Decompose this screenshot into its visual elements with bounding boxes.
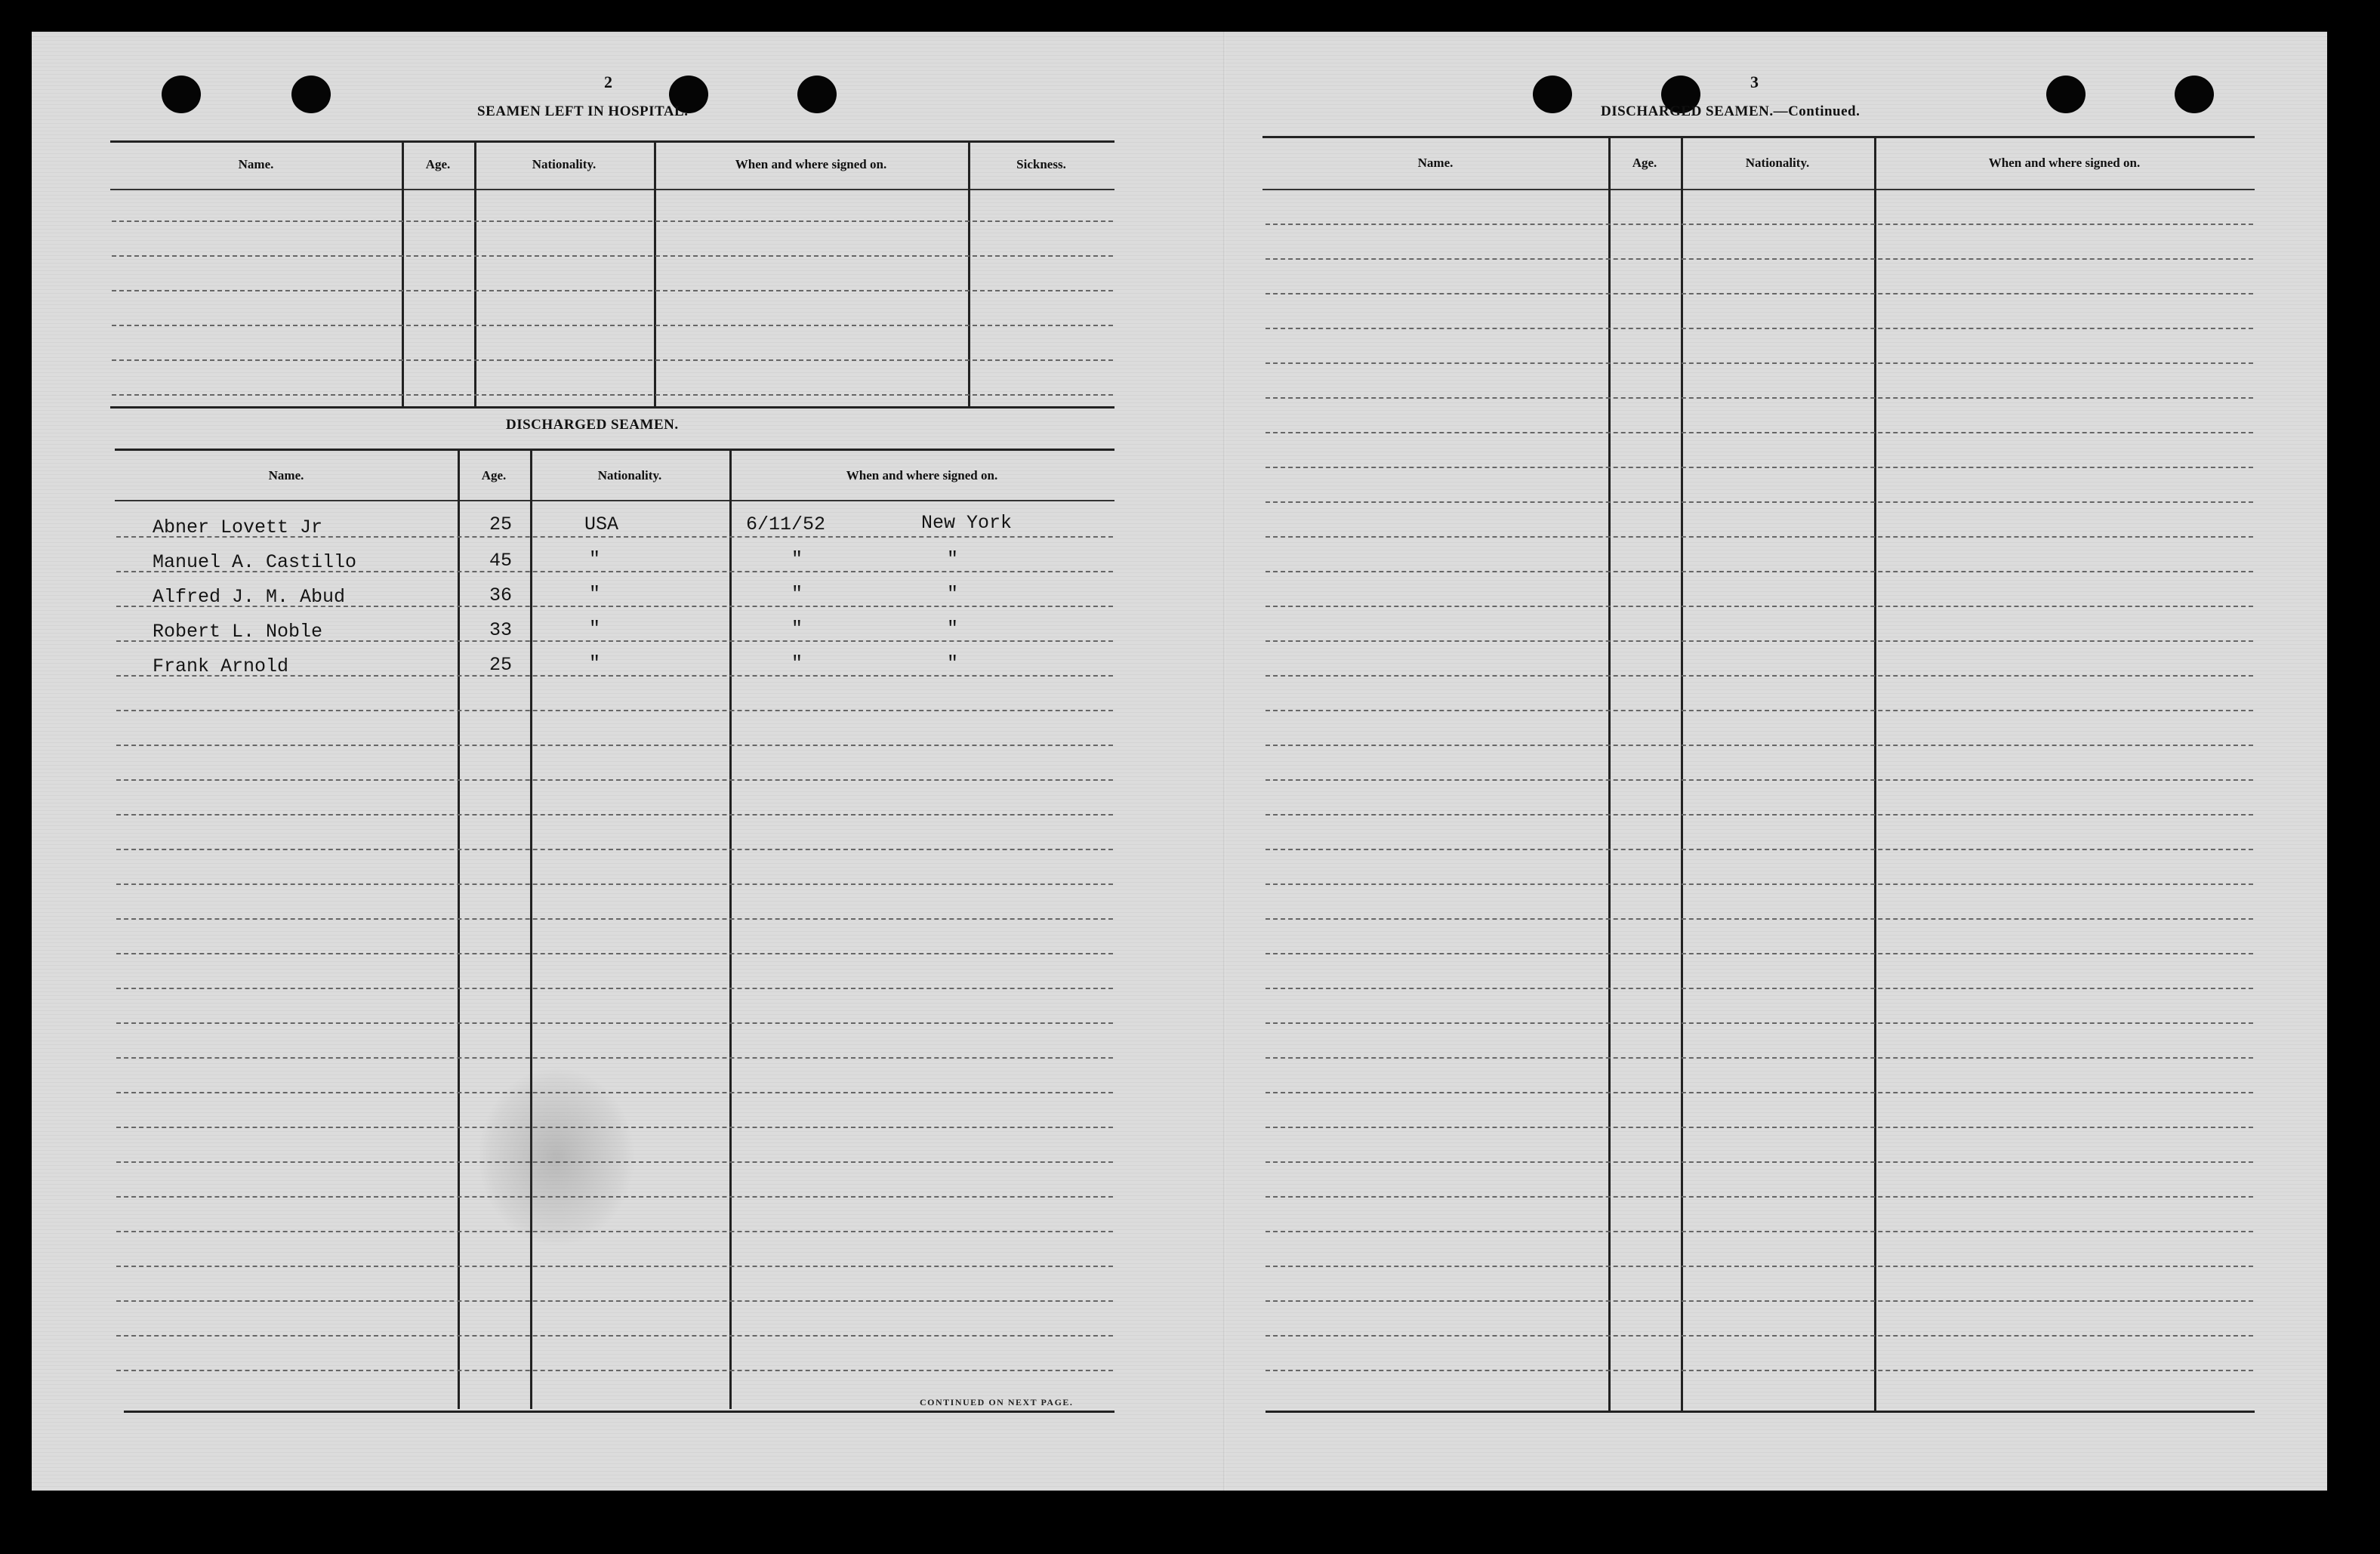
punch-hole: [291, 76, 331, 113]
seaman-name: Alfred J. M. Abud: [153, 586, 346, 608]
entry-line: [1266, 1127, 2253, 1128]
entry-line: [112, 290, 1113, 291]
entry-line: [112, 394, 1113, 396]
signed-on-place: ": [947, 548, 959, 570]
page-number: 3: [1750, 72, 1759, 91]
seaman-nationality: ": [589, 548, 601, 570]
entry-line: [1266, 814, 2253, 816]
entry-line: [112, 325, 1113, 326]
column-divider: [402, 142, 404, 406]
signed-on-place: ": [947, 652, 959, 674]
entry-line: [1266, 1161, 2253, 1163]
rule: [110, 406, 1114, 409]
seaman-name: Frank Arnold: [153, 655, 289, 677]
entry-line: [112, 255, 1113, 257]
signed-on-date: 6/11/52: [746, 513, 826, 535]
rule: [1266, 1411, 2255, 1413]
entry-line: [116, 710, 1113, 711]
column-header-nationality: Nationality.: [1745, 156, 1810, 170]
entry-line: [1266, 1057, 2253, 1059]
entry-line: [112, 220, 1113, 222]
entry-line: [1266, 258, 2253, 260]
entry-line: [1266, 536, 2253, 538]
entry-line: [1266, 501, 2253, 503]
entry-line: [1266, 710, 2253, 711]
entry-line: [1266, 849, 2253, 850]
column-header-sickness: Sickness.: [1016, 157, 1066, 171]
rule: [115, 449, 1114, 451]
rule: [1262, 189, 2255, 190]
entry-line: [1266, 883, 2253, 885]
entry-line: [1266, 988, 2253, 989]
hospital-section-title: SEAMEN LEFT IN HOSPITAL.: [477, 103, 689, 119]
punch-hole: [162, 76, 201, 113]
continued-footer: CONTINUED ON NEXT PAGE.: [920, 1397, 1074, 1408]
entry-line: [1266, 328, 2253, 329]
entry-line: [112, 359, 1113, 361]
entry-line: [1266, 1335, 2253, 1337]
column-header-nationality: Nationality.: [597, 468, 662, 483]
faded-stamp: [477, 1066, 636, 1247]
seaman-nationality: ": [589, 618, 601, 640]
entry-line: [116, 849, 1113, 850]
column-divider: [968, 142, 970, 406]
rule: [115, 500, 1114, 501]
entry-line: [116, 1231, 1113, 1232]
entry-line: [116, 883, 1113, 885]
entry-line: [1266, 293, 2253, 294]
column-divider: [474, 142, 476, 406]
punch-hole: [797, 76, 837, 113]
signed-on-date: ": [791, 652, 803, 674]
document-sheet: [32, 32, 2327, 1491]
column-header-name: Name.: [268, 468, 304, 483]
column-header-age: Age.: [481, 468, 507, 483]
entry-line: [116, 988, 1113, 989]
rule: [1262, 136, 2255, 138]
entry-line: [1266, 640, 2253, 642]
seaman-nationality: ": [589, 652, 601, 674]
entry-line: [116, 1022, 1113, 1024]
seaman-age: 33: [489, 619, 513, 641]
entry-line: [1266, 362, 2253, 364]
signed-on-date: ": [791, 548, 803, 570]
entry-line: [116, 1266, 1113, 1267]
seaman-age: 36: [489, 584, 513, 606]
entry-line: [1266, 1370, 2253, 1371]
signed-on-place: ": [947, 583, 959, 605]
entry-line: [116, 1335, 1113, 1337]
seaman-name: Manuel A. Castillo: [153, 551, 357, 573]
rule: [110, 189, 1114, 190]
entry-line: [116, 745, 1113, 746]
seaman-nationality: ": [589, 583, 601, 605]
page-fold: [1223, 32, 1225, 1491]
column-header-signed-on: When and where signed on.: [1988, 156, 2141, 170]
entry-line: [116, 918, 1113, 920]
entry-line: [1266, 571, 2253, 572]
entry-line: [1266, 467, 2253, 468]
entry-line: [116, 1092, 1113, 1093]
page-number: 2: [604, 72, 612, 91]
entry-line: [116, 814, 1113, 816]
discharged-section-title: DISCHARGED SEAMEN.: [506, 417, 679, 433]
punch-hole: [1533, 76, 1572, 113]
entry-line: [116, 1370, 1113, 1371]
entry-line: [1266, 1266, 2253, 1267]
column-header-name: Name.: [1417, 156, 1454, 170]
entry-line: [1266, 1231, 2253, 1232]
signed-on-date: ": [791, 618, 803, 640]
seaman-nationality: USA: [584, 513, 619, 535]
entry-line: [1266, 1196, 2253, 1198]
seaman-age: 25: [489, 513, 513, 535]
entry-line: [1266, 953, 2253, 954]
signed-on-place: ": [947, 618, 959, 640]
entry-line: [1266, 1022, 2253, 1024]
entry-line: [1266, 432, 2253, 433]
entry-line: [1266, 397, 2253, 399]
seaman-name: Robert L. Noble: [153, 621, 323, 643]
seaman-age: 45: [489, 550, 513, 572]
entry-line: [1266, 1092, 2253, 1093]
punch-hole: [2175, 76, 2214, 113]
entry-line: [116, 1300, 1113, 1302]
entry-line: [1266, 779, 2253, 781]
entry-line: [116, 779, 1113, 781]
signed-on-place: New York: [921, 512, 1013, 534]
entry-line: [1266, 1300, 2253, 1302]
entry-line: [1266, 606, 2253, 607]
punch-hole: [2046, 76, 2086, 113]
entry-line: [1266, 918, 2253, 920]
column-header-age: Age.: [1632, 156, 1657, 170]
column-header-age: Age.: [425, 157, 451, 171]
entry-line: [1266, 224, 2253, 225]
signed-on-date: ": [791, 583, 803, 605]
entry-line: [116, 1057, 1113, 1059]
column-divider: [654, 142, 656, 406]
column-header-name: Name.: [238, 157, 274, 171]
rule: [124, 1411, 1114, 1413]
entry-line: [1266, 675, 2253, 677]
entry-line: [116, 953, 1113, 954]
rule: [110, 140, 1114, 143]
column-header-signed-on: When and where signed on.: [846, 468, 998, 483]
seaman-age: 25: [489, 654, 513, 676]
seaman-name: Abner Lovett Jr: [153, 516, 323, 538]
column-header-nationality: Nationality.: [532, 157, 597, 171]
entry-line: [1266, 745, 2253, 746]
discharged-continued-title: DISCHARGED SEAMEN.—Continued.: [1601, 103, 1861, 119]
column-header-signed-on: When and where signed on.: [735, 157, 887, 171]
